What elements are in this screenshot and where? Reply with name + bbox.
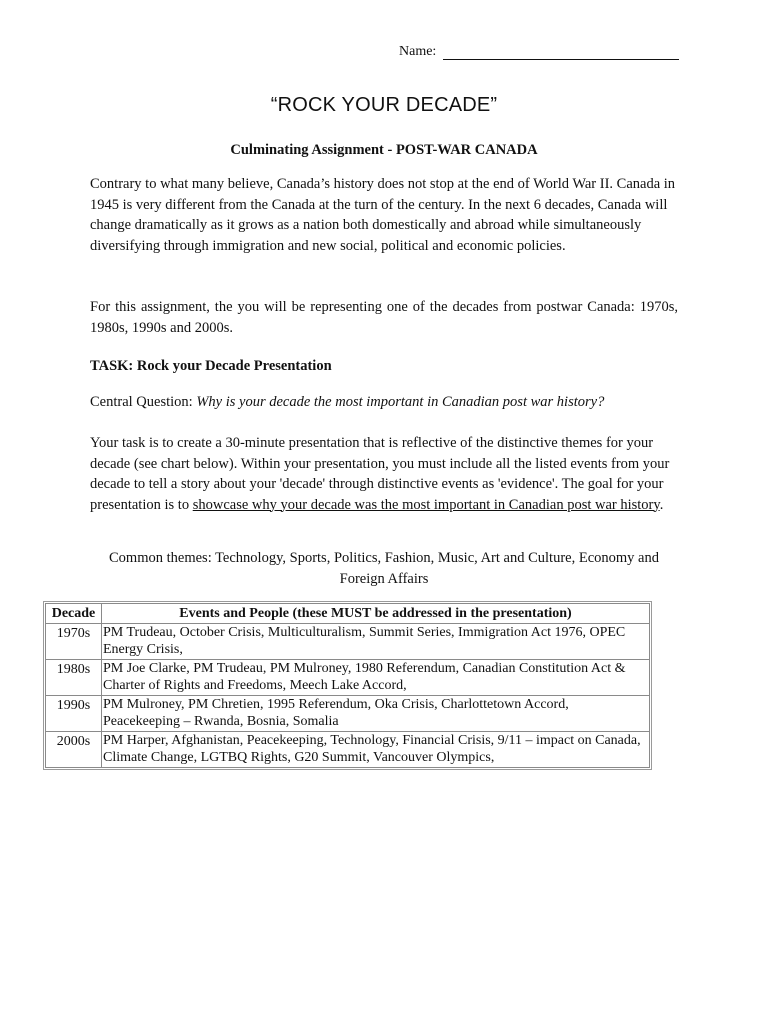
central-question bbox=[90, 392, 678, 413]
task-description bbox=[90, 433, 678, 515]
decade-cell: 1990s bbox=[46, 695, 102, 731]
task-description-text: Your task is to create a 30-minute presentation that is reflective of the distinctive themes for your decade (see chart below). Within your presentation, you must include all the listed events from your decade to tell a story about your 'decade' through distinctive events as 'evidence'. The goal for your presentation is to bbox=[90, 435, 670, 513]
task-heading: TASK: Rock your Decade Presentation bbox=[90, 358, 332, 374]
page-title: “ROCK YOUR DECADE” bbox=[270, 94, 498, 116]
central-question-text: Why is your decade the most important in Canadian post war history? bbox=[196, 394, 605, 410]
events-cell: PM Joe Clarke, PM Trudeau, PM Mulroney, 1980 Referendum, Canadian Constitution Act & Charter of Rights and Freedoms, Meech Lake Accord, bbox=[102, 659, 650, 695]
intro-paragraph: Contrary to what many believe, Canada’s history does not stop at the end of World War II. Canada in 1945 is very different from the Canada at the turn of the century. In the next 6 decades, Canada will change dramatically as it grows as a nation both domestically and abroad while simultaneously diversifying through immigration and new social, political and economic policies. bbox=[90, 176, 676, 254]
events-cell: PM Trudeau, October Crisis, Multiculturalism, Summit Series, Immigration Act 1976, OPEC Energy Crisis, bbox=[102, 623, 650, 659]
name-label: Name: bbox=[399, 44, 437, 59]
decade-cell: 1970s bbox=[46, 623, 102, 659]
common-themes: Common themes: Technology, Sports, Politics, Fashion, Music, Art and Culture, Economy and Foreign Affairs bbox=[109, 550, 659, 587]
table-row bbox=[46, 623, 650, 659]
table-row bbox=[46, 659, 650, 695]
events-table bbox=[45, 603, 650, 768]
central-question-label: Central Question: bbox=[90, 394, 193, 410]
assignment-paragraph: For this assignment, the you will be representing one of the decades from postwar Canada: 1970s, 1980s, 1990s and 2000s. bbox=[90, 299, 678, 336]
table-header-row bbox=[46, 604, 650, 624]
events-cell: PM Harper, Afghanistan, Peacekeeping, Technology, Financial Crisis, 9/11 – impact on Canada, Climate Change, LGTBQ Rights, G20 Summit, Vancouver Olympics, bbox=[102, 731, 650, 767]
table-row bbox=[46, 731, 650, 767]
task-description-underlined: showcase why your decade was the most important in Canadian post war history bbox=[192, 496, 660, 513]
table-row bbox=[46, 695, 650, 731]
events-column-header: Events and People (these MUST be addressed in the presentation) bbox=[102, 604, 650, 624]
decade-cell: 1980s bbox=[46, 659, 102, 695]
name-blank-line bbox=[443, 44, 679, 60]
task-description-end: . bbox=[659, 496, 664, 513]
page-subtitle: Culminating Assignment - POST-WAR CANADA bbox=[230, 142, 538, 158]
decade-cell: 2000s bbox=[46, 731, 102, 767]
decade-column-header: Decade bbox=[46, 604, 102, 624]
name-field bbox=[399, 44, 679, 60]
events-cell: PM Mulroney, PM Chretien, 1995 Referendum, Oka Crisis, Charlottetown Accord, Peacekeeping – Rwanda, Bosnia, Somalia bbox=[102, 695, 650, 731]
